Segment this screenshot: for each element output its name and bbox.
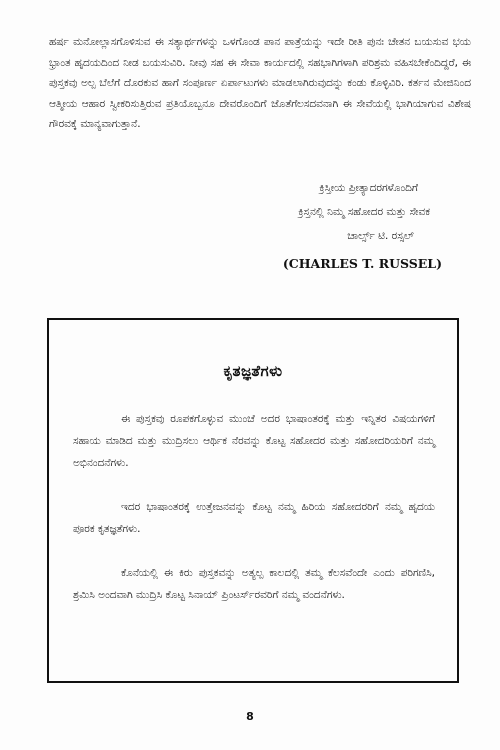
intro-paragraph: ಹರ್ಷ ಮನೋಲ್ಲಾಸಗೊಳಿಸುವ ಈ ಸತ್ಯಾರ್ಥಗಳನ್ನು ಒಳಗೊಂಡ ಪಾನ ಪಾತ್ರೆಯನ್ನು ಇದೇ ರೀತಿ ಪುನಃ ಚೇತನ ಬಯಸುವ ಭಯ ಭ್ರಾಂತ ಹೃದಯದಿಂದ ನೀಡ ಬಯಸುವಿರಿ. ನೀವು ಸಹ ಈ ಸೇವಾ ಕಾರ್ಯದಲ್ಲಿ ಸಹಭಾಗಿಗಳಾಗಿ ಪರಿಶ್ರಮ ವಹಿಸಬೇಕೆಂದಿದ್ದರೆ, ಈ ಪುಸ್ತಕವು ಅಲ್ಪ ಬೆಲೆಗೆ ದೊರಕುವ ಹಾಗೆ ಸಂಪೂರ್ಣ ಏರ್ಪಾಟುಗಳು ಮಾಡಲಾಗಿರುವುದನ್ನು ಕಂಡು ಕೊಳ್ಳಿವಿರಿ. ಕರ್ತನ ಮೇಜಿನಿಂದ ಆತ್ಮೀಯ ಆಹಾರ ಸ್ವೀಕರಿಸುತ್ತಿರುವ ಪ್ರತಿಯೊಬ್ಬನೂ ದೇವರೊಂದಿಗೆ ಜೊತೆಗೆಲಸದವನಾಗಿ ಈ ಸೇವೆಯಲ್ಲಿ ಭಾಗಿಯಾಗುವ ವಿಶೇಷ ಗೌರವಕ್ಕೆ ಮಾನ್ಯವಾಗುತ್ತಾನೆ. xyxy=(49,36,471,130)
acknowledgements-box xyxy=(47,318,459,683)
acknowledgements-title: ಕೃತಜ್ಞತೆಗಳು xyxy=(223,362,283,380)
signoff-relation: ಕ್ರಿಸ್ತನಲ್ಲಿ ನಿಮ್ಮ ಸಹೋದರ ಮತ್ತು ಸೇವಕ xyxy=(298,206,430,218)
signoff-name-kannada: ಚಾರ್ಲ್ಸ್ ಟಿ. ರಸ್ಸಲ್ xyxy=(347,230,414,242)
signoff-greeting: ಕ್ರಿಸ್ತೀಯ ಪ್ರೀತ್ಯಾದರಗಳೊಂದಿಗೆ xyxy=(319,182,418,194)
acknowledgement-paragraph: ಕೊನೆಯಲ್ಲಿ ಈ ಕಿರು ಪುಸ್ತಕವನ್ನು ಅತ್ಯಲ್ಪ ಕಾಲದಲ್ಲಿ ತಮ್ಮ ಕೆಲಸವೆಂದೇ ಎಂದು ಪರಿಗಣಿಸಿ, ಶ್ರಮಿಸಿ ಅಂದವಾಗಿ ಮುದ್ರಿಸಿ ಕೊಟ್ಟ ಸಿನಾಯ್ ಪ್ರಿಂಟರ್ಸ್‌ರವರಿಗೆ ನಮ್ಮ ವಂದನೆಗಳು. xyxy=(73,567,435,601)
intro-section xyxy=(49,32,471,135)
acknowledgement-paragraph: ಈ ಪುಸ್ತಕವು ರೂಪಕಗೊಳ್ಳುವ ಮುಂಚೆ ಅದರ ಭಾಷಾಂತರಕ್ಕೆ ಮತ್ತು ಇನ್ನಿತರ ವಿಷಯಗಳಿಗೆ ಸಹಾಯ ಮಾಡಿದ ಮತ್ತು ಮುದ್ರಿಸಲು ಆರ್ಥಿಕ ನೆರವನ್ನು ಕೊಟ್ಟ ಸಹೋದರ ಮತ್ತು ಸಹೋದರಿಯರಿಗೆ ನಮ್ಮ ಅಭಿನಂದನೆಗಳು. xyxy=(73,413,435,469)
signoff-name-english: (CHARLES T. RUSSEL) xyxy=(282,256,442,271)
acknowledgement-paragraph: ಇದರ ಭಾಷಾಂತರಕ್ಕೆ ಉತ್ತೇಜನವನ್ನು ಕೊಟ್ಟ ನಮ್ಮ ಹಿರಿಯ ಸಹೋದರರಿಗೆ ನಮ್ಮ ಹೃದಯ ಪೂರಕ ಕೃತಜ್ಞತೆಗಳು. xyxy=(73,501,435,535)
acknowledgements-body xyxy=(73,408,435,628)
signoff-block xyxy=(182,176,442,276)
page-number: 8 xyxy=(246,710,254,723)
